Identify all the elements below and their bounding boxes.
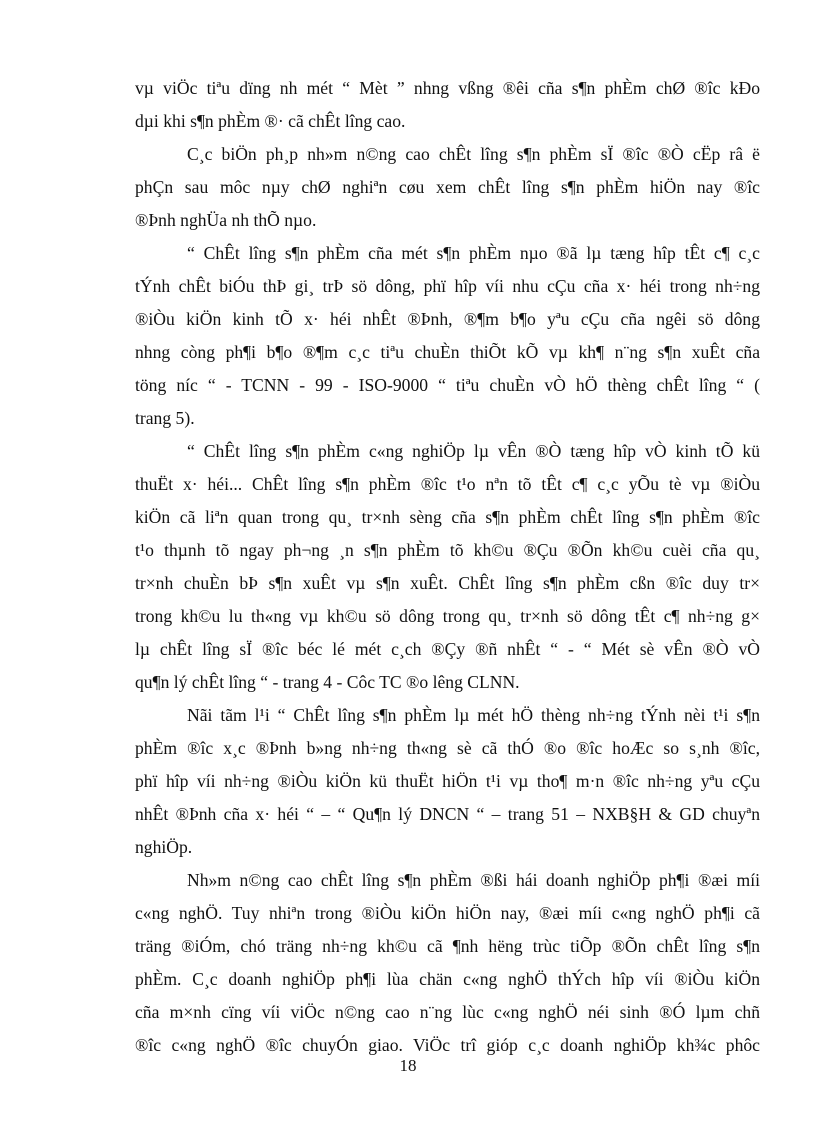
text-line: trang 5). <box>135 408 195 428</box>
text-line: nghiÖp. <box>135 837 193 857</box>
text-line: träng ®iÓm, chó träng nh÷ng kh©u cã ¶nh hëng trùc tiÕp ®Õn chÊt lîng s¶n <box>135 936 760 956</box>
text-line: nhÊt ®Þnh cña x· héi “ – “ Qu¶n lý DNCN “ – trang 51 – NXB§H & GD chuyªn <box>135 804 760 824</box>
text-line: “ ChÊt lîng s¶n phÈm cña mét s¶n phÈm nµo ®ã lµ tæng hîp tÊt c¶ c¸c <box>187 243 760 263</box>
text-line: phï hîp víi nh÷ng ®iÒu kiÖn kü thuËt hiÖn t¹i vµ tho¶ m·n ®îc nh÷ng yªu cÇu <box>135 771 760 791</box>
text-line: nhng còng ph¶i b¶o ®¶m c¸c tiªu chuÈn thiÕt kÕ vµ kh¶ n¨ng s¶n xuÊt cña <box>135 342 760 362</box>
text-line: C¸c biÖn ph¸p nh»m n©ng cao chÊt lîng s¶n phÈm sÏ ®îc ®Ò cËp râ ë <box>187 144 760 164</box>
text-line: Nãi tãm l¹i “ ChÊt lîng s¶n phÈm lµ mét hÖ thèng nh÷ng tÝnh nèi t¹i s¶n <box>187 705 760 725</box>
text-line: lµ chÊt lîng sÏ ®îc béc lé mét c¸ch ®Çy ®ñ nhÊt “ - “ Mét sè vÊn ®Ò vÒ <box>135 639 760 659</box>
text-line: “ ChÊt lîng s¶n phÈm c«ng nghiÖp lµ vÊn ®Ò tæng hîp vÒ kinh tÕ kü <box>187 441 760 461</box>
text-line: Nh»m n©ng cao chÊt lîng s¶n phÈm ®ßi hái doanh nghiÖp ph¶i ®æi míi <box>187 870 760 890</box>
text-line: cña m×nh cïng víi viÖc n©ng cao n¨ng lùc c«ng nghÖ néi sinh ®Ó lµm chñ <box>135 1002 760 1022</box>
text-line: tr×nh chuÈn bÞ s¶n xuÊt vµ s¶n xuÊt. ChÊt lîng s¶n phÈm cßn ®îc duy tr× <box>135 573 760 593</box>
text-line: qu¶n lý chÊt lîng “ - trang 4 - Côc TC ®o lêng CLNN. <box>135 672 520 692</box>
text-line: ®Þnh nghÜa nh thÕ nµo. <box>135 210 317 230</box>
text-line: tÝnh chÊt biÓu thÞ gi¸ trÞ sö dông, phï hîp víi nhu cÇu cña x· héi trong nh÷ng <box>135 276 760 296</box>
page-number: 18 <box>399 1056 417 1075</box>
text-line: t¹o thµnh tõ ngay ph¬ng ¸n s¶n phÈm tõ kh©u ®Çu ®Õn kh©u cuèi cña qu¸ <box>135 540 760 560</box>
text-line: phÇn sau môc nµy chØ nghiªn cøu xem chÊt lîng s¶n phÈm hiÖn nay ®îc <box>135 177 760 197</box>
text-line: vµ viÖc tiªu dïng nh mét “ Mèt ” nhng vßng ®êi cña s¶n phÈm chØ ®îc kÐo <box>135 78 760 98</box>
text-line: ®îc c«ng nghÖ ®îc chuyÓn giao. ViÖc trî gióp c¸c doanh nghiÖp kh¾c phôc <box>135 1035 760 1055</box>
text-line: kiÖn cã liªn quan trong qu¸ tr×nh sèng cña s¶n phÈm chÊt lîng s¶n phÈm ®îc <box>135 507 760 527</box>
text-line: thuËt x· héi... ChÊt lîng s¶n phÈm ®îc t¹o nªn tõ tÊt c¶ c¸c yÕu tè vµ ®iÒu <box>135 474 760 494</box>
text-line: trong kh©u lu th«ng vµ kh©u sö dông trong qu¸ tr×nh sö dông tÊt c¶ nh÷ng g× <box>135 606 760 626</box>
text-line: phÈm. C¸c doanh nghiÖp ph¶i lùa chän c«ng nghÖ thÝch hîp víi ®iÒu kiÖn <box>135 969 760 989</box>
text-line: phÈm ®îc x¸c ®Þnh b»ng nh÷ng th«ng sè cã thÓ ®o ®îc hoÆc so s¸nh ®îc, <box>135 738 760 758</box>
text-line: dµi khi s¶n phÈm ®· cã chÊt lîng cao. <box>135 111 406 131</box>
text-line: c«ng nghÖ. Tuy nhiªn trong ®iÒu kiÖn hiÖn nay, ®æi míi c«ng nghÖ ph¶i cã <box>135 903 760 923</box>
text-line: ®iÒu kiÖn kinh tÕ x· héi nhÊt ®Þnh, ®¶m b¶o yªu cÇu cña ngêi sö dông <box>135 309 760 329</box>
text-line: töng níc “ - TCNN - 99 - ISO-9000 “ tiªu chuÈn vÒ hÖ thèng chÊt lîng “ ( <box>135 375 760 395</box>
